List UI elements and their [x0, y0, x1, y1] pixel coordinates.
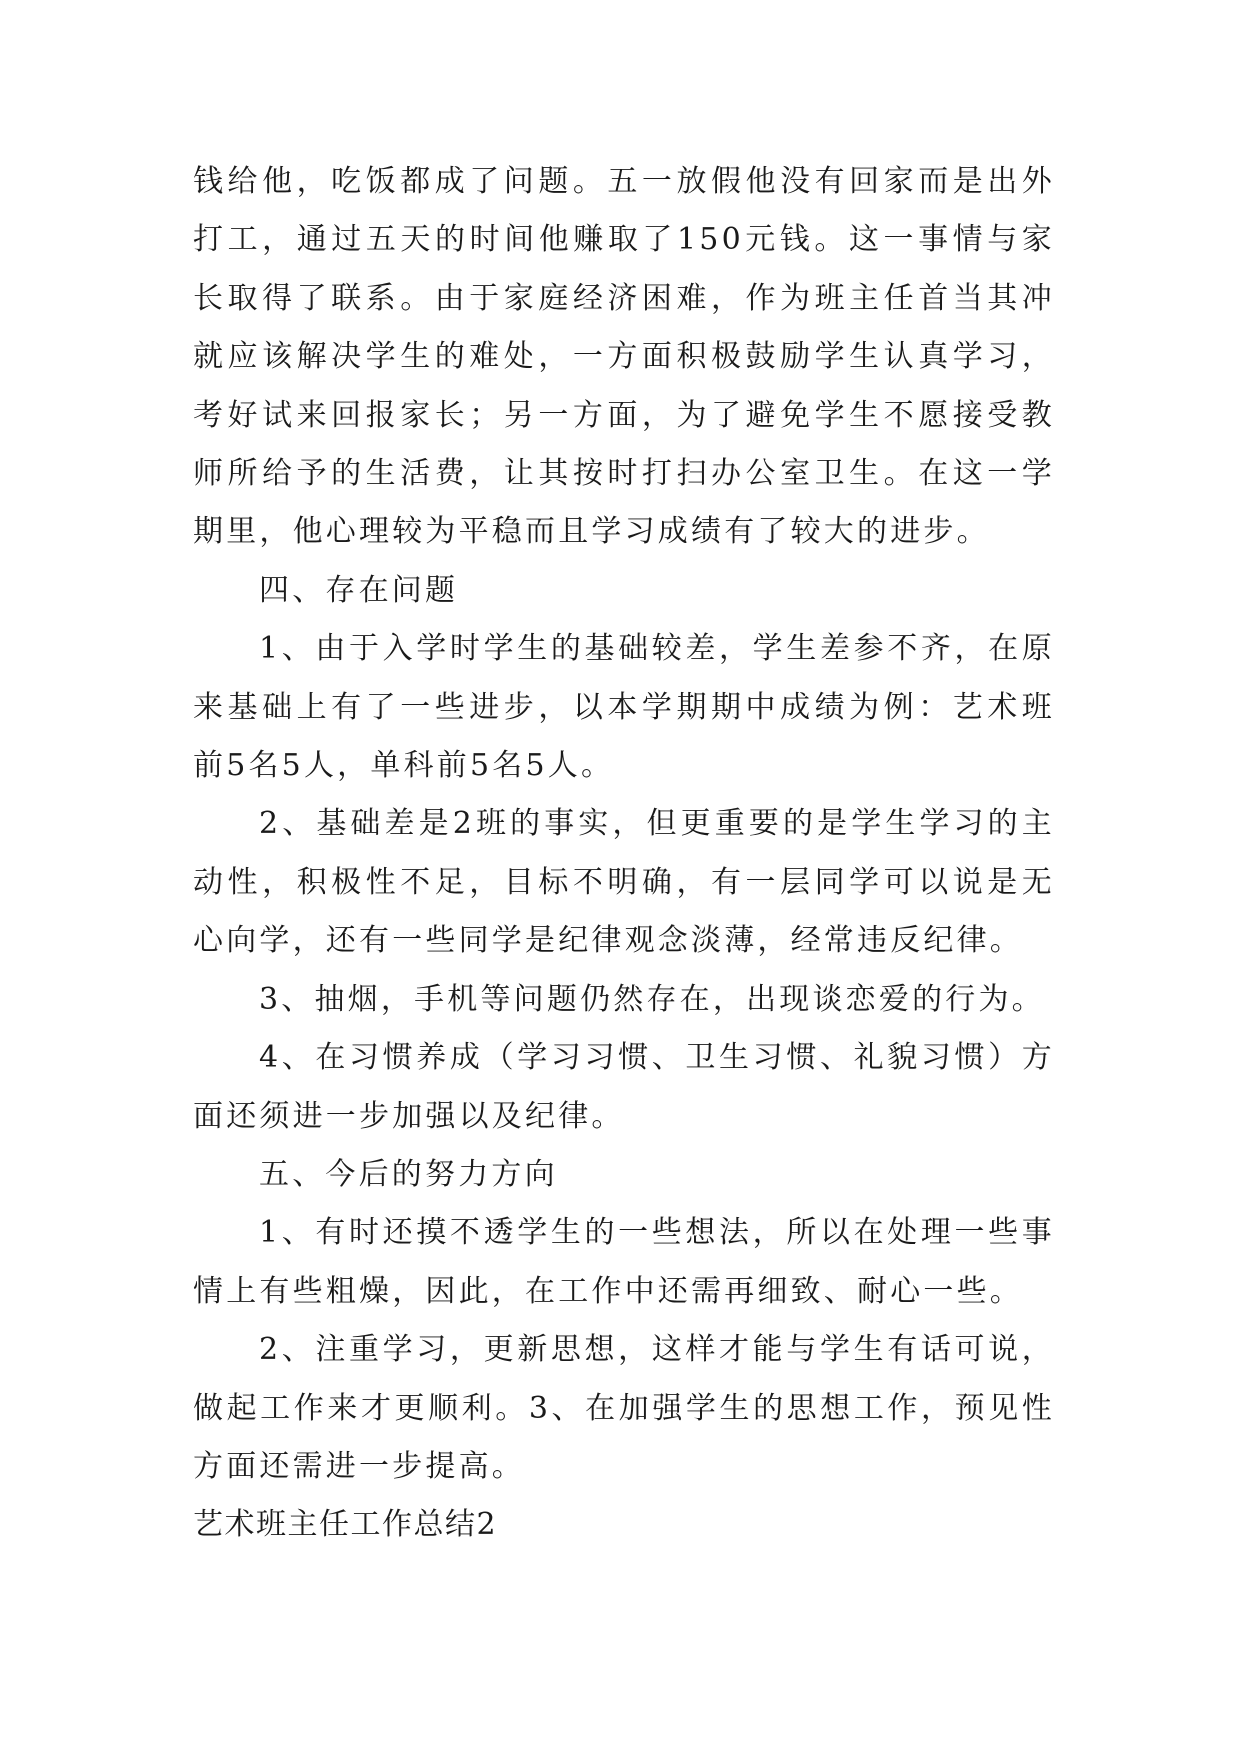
problem-item-4: 4、在习惯养成（学习习惯、卫生习惯、礼貌习惯）方面还须进一步加强以及纪律。 — [193, 1040, 1055, 1134]
next-document-title: 艺术班主任工作总结2 — [193, 1507, 498, 1543]
document-page — [193, 153, 1055, 1555]
direction-item-1: 1、有时还摸不透学生的一些想法，所以在处理一些事情上有些粗燥，因此，在工作中还需再细致、耐心一些。 — [193, 1215, 1055, 1309]
section-heading-future-direction: 五、今后的努力方向 — [259, 1156, 558, 1192]
problem-item-2: 2、基础差是2班的事实，但更重要的是学生学习的主动性，积极性不足，目标不明确，有一层同学可以说是无心向学，还有一些同学是纪律观念淡薄，经常违反纪律。 — [193, 806, 1055, 959]
problem-item-1: 1、由于入学时学生的基础较差，学生差参不齐，在原来基础上有了一些进步，以本学期期中成绩为例：艺术班前5名5人，单科前5名5人。 — [193, 631, 1055, 784]
continuation-paragraph: 钱给他，吃饭都成了问题。五一放假他没有回家而是出外打工，通过五天的时间他赚取了150元钱。这一事情与家长取得了联系。由于家庭经济困难，作为班主任首当其冲就应该解决学生的难处，一方面积极鼓励学生认真学习，考好试来回报家长；另一方面，为了避免学生不愿接受教师所给予的生活费，让其按时打扫办公室卫生。在这一学期里，他心理较为平稳而且学习成绩有了较大的进步。 — [193, 164, 1055, 550]
section-heading-problems: 四、存在问题 — [259, 572, 459, 608]
direction-item-2: 2、注重学习，更新思想，这样才能与学生有话可说，做起工作来才更顺利。3、在加强学生的思想工作，预见性方面还需进一步提高。 — [193, 1332, 1055, 1484]
problem-item-3: 3、抽烟，手机等问题仍然存在，出现谈恋爱的行为。 — [259, 981, 1045, 1017]
